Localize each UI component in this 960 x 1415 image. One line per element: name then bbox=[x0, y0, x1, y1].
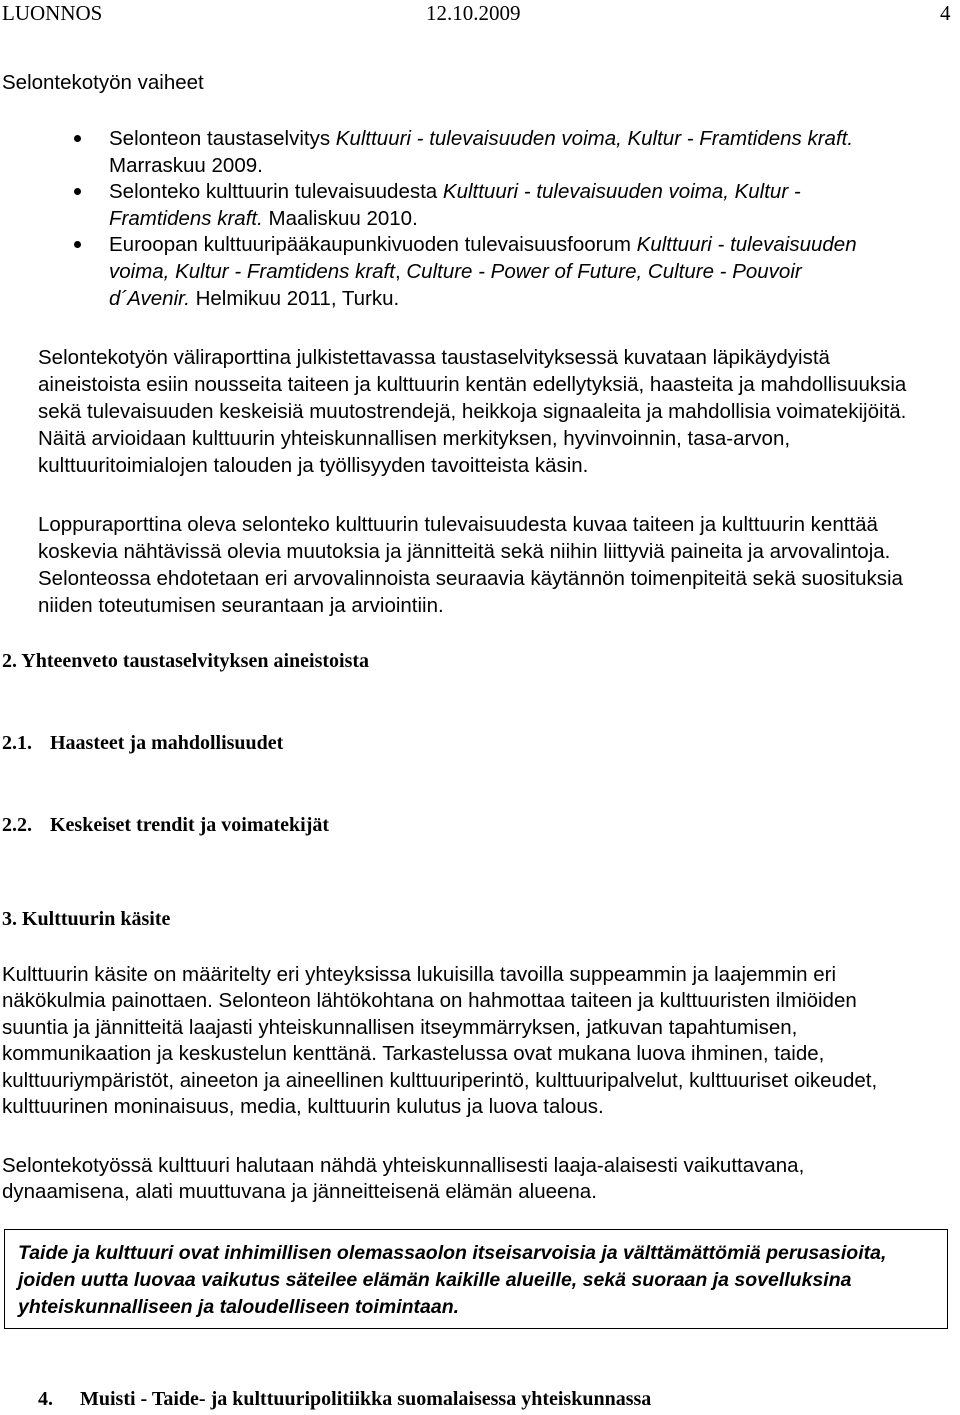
paragraph-3-line: Kulttuurin käsite on määritelty eri yhteyksissa lukuisilla tavoilla suppeammin ja laajemmin eri bbox=[2, 963, 837, 986]
italic-text-segment: Culture - Power of Future, Culture - Pouvoir bbox=[406, 260, 802, 283]
paragraph-1-line: Selontekotyön väliraporttina julkistettavassa taustaselvityksessä kuvataan läpikäydyistä bbox=[38, 346, 830, 369]
bullet-2-line-2 bbox=[109, 206, 418, 232]
paragraph-1-line: Näitä arvioidaan kulttuurin yhteiskunnallisen merkityksen, hyvinvoinnin, tasa-arvon, bbox=[38, 427, 791, 450]
bullet-1-line-1 bbox=[109, 126, 853, 152]
heading-2-1-text: Haasteet ja mahdollisuudet bbox=[50, 732, 284, 754]
paragraph-3-line: näkökulmia painottaen. Selonteon lähtökohtana on hahmottaa taiteen ja kulttuuristen ilmiöiden bbox=[2, 989, 857, 1012]
paragraph-3-line: kommunikaation ja keskustelun kenttänä. Tarkastelussa ovat mukana luova ihminen, taide, bbox=[2, 1042, 825, 1065]
paragraph-2-line: niiden toteutumisen seurantaan ja arviointiin. bbox=[38, 594, 444, 617]
boxed-statement-line: joiden uutta luovaa vaikutus säteilee elämän kaikille alueille, sekä suoraan ja sovelluksina bbox=[18, 1269, 852, 1291]
text-segment: Selonteon taustaselvitys bbox=[109, 127, 336, 150]
italic-text-segment: Kulttuuri - tulevaisuuden bbox=[636, 233, 857, 256]
paragraph-3-line: suuntia ja jännitteitä laajasti yhteiskunnallisen itseymmärryksen, jatkuvan tapahtumisen, bbox=[2, 1016, 798, 1039]
paragraph-4-line: Selontekotyössä kulttuuri halutaan nähdä yhteiskunnallisesti laaja-alaisesti vaikuttavana, bbox=[2, 1154, 805, 1177]
paragraph-1-line: kulttuuritoimialojen talouden ja työllisyyden tavoitteista käsin. bbox=[38, 454, 589, 477]
text-segment: Helmikuu 2011, Turku. bbox=[189, 287, 400, 310]
text-segment: Selonteko kulttuurin tulevaisuudesta bbox=[109, 180, 443, 203]
bullet-dot-icon bbox=[74, 241, 81, 248]
document-date: 12.10.2009 bbox=[426, 1, 521, 25]
italic-text-segment: Kulttuuri - tulevaisuuden voima, Kultur - bbox=[442, 180, 801, 203]
bullet-1-line-2 bbox=[109, 153, 263, 179]
page-number: 4 bbox=[940, 1, 951, 25]
section-title: Selontekotyön vaiheet bbox=[2, 71, 204, 94]
boxed-statement-line: Taide ja kulttuuri ovat inhimillisen olemassaolon itseisarvoisia ja välttämättömiä perusasioita, bbox=[18, 1242, 887, 1264]
text-segment: Euroopan kulttuuripääkaupunkivuoden tulevaisuusfoorum bbox=[109, 233, 637, 256]
heading-2-2-text: Keskeiset trendit ja voimatekijät bbox=[50, 814, 330, 836]
text-segment: , bbox=[394, 260, 407, 283]
heading-2-2-number: 2.2. bbox=[2, 814, 32, 836]
text-segment: Maaliskuu 2010. bbox=[262, 207, 418, 230]
paragraph-4-line: dynaamisena, alati muuttuvana ja jänneitteisenä elämän alueena. bbox=[2, 1180, 597, 1203]
paragraph-2-line: koskevia nähtävissä olevia muutoksia ja jännitteitä sekä niihin liittyviä paineita ja arvovalintoja. bbox=[38, 540, 891, 563]
heading-4-number: 4. bbox=[38, 1388, 53, 1410]
paragraph-2-line: Loppuraporttina oleva selonteko kulttuurin tulevaisuudesta kuvaa taiteen ja kulttuurin kenttää bbox=[38, 513, 878, 536]
bullet-3-line-3 bbox=[109, 286, 399, 312]
paragraph-2-line: Selonteossa ehdotetaan eri arvovalinnoista seuraavia käytännön toimenpiteitä sekä suosituksia bbox=[38, 567, 903, 590]
paragraph-3-line: kulttuurinen moninaisuus, media, kulttuurin kulutus ja luova talous. bbox=[2, 1095, 604, 1118]
italic-text-segment: Framtidens kraft. bbox=[109, 207, 263, 230]
document-status-label: LUONNOS bbox=[2, 1, 103, 25]
bullet-dot-icon bbox=[74, 188, 81, 195]
heading-2-1-number: 2.1. bbox=[2, 732, 32, 754]
heading-4-text: Muisti - Taide- ja kulttuuripolitiikka suomalaisessa yhteiskunnassa bbox=[80, 1388, 652, 1410]
bullet-3-line-1 bbox=[109, 232, 857, 258]
boxed-statement bbox=[4, 1229, 948, 1329]
paragraph-1-line: sekä tulevaisuuden keskeisiä muutostrendejä, heikkoja signaaleita ja mahdollisia voimatekijöitä. bbox=[38, 400, 907, 423]
boxed-statement-line: yhteiskunnalliseen ja taloudelliseen toimintaan. bbox=[18, 1296, 460, 1318]
bullet-dot-icon bbox=[74, 135, 81, 142]
text-segment: Marraskuu 2009. bbox=[109, 154, 263, 177]
italic-text-segment: Kulttuuri - tulevaisuuden voima, Kultur - Framtidens kraft. bbox=[335, 127, 854, 150]
paragraph-1-line: aineistoista esiin nousseita taiteen ja kulttuurin kentän edellytyksiä, haasteita ja mahdollisuuksia bbox=[38, 373, 907, 396]
paragraph-3-line: kulttuuriympäristöt, aineeton ja aineellinen kulttuuriperintö, kulttuuripalvelut, kulttuuriset oikeudet, bbox=[2, 1069, 878, 1092]
heading-2: 2. Yhteenveto taustaselvityksen aineistoista bbox=[2, 650, 370, 672]
bullet-2-line-1 bbox=[109, 179, 801, 205]
italic-text-segment: voima, Kultur - Framtidens kraft bbox=[109, 260, 395, 283]
heading-3: 3. Kulttuurin käsite bbox=[2, 908, 171, 930]
italic-text-segment: d´Avenir. bbox=[109, 287, 190, 310]
bullet-3-line-2 bbox=[109, 259, 802, 285]
